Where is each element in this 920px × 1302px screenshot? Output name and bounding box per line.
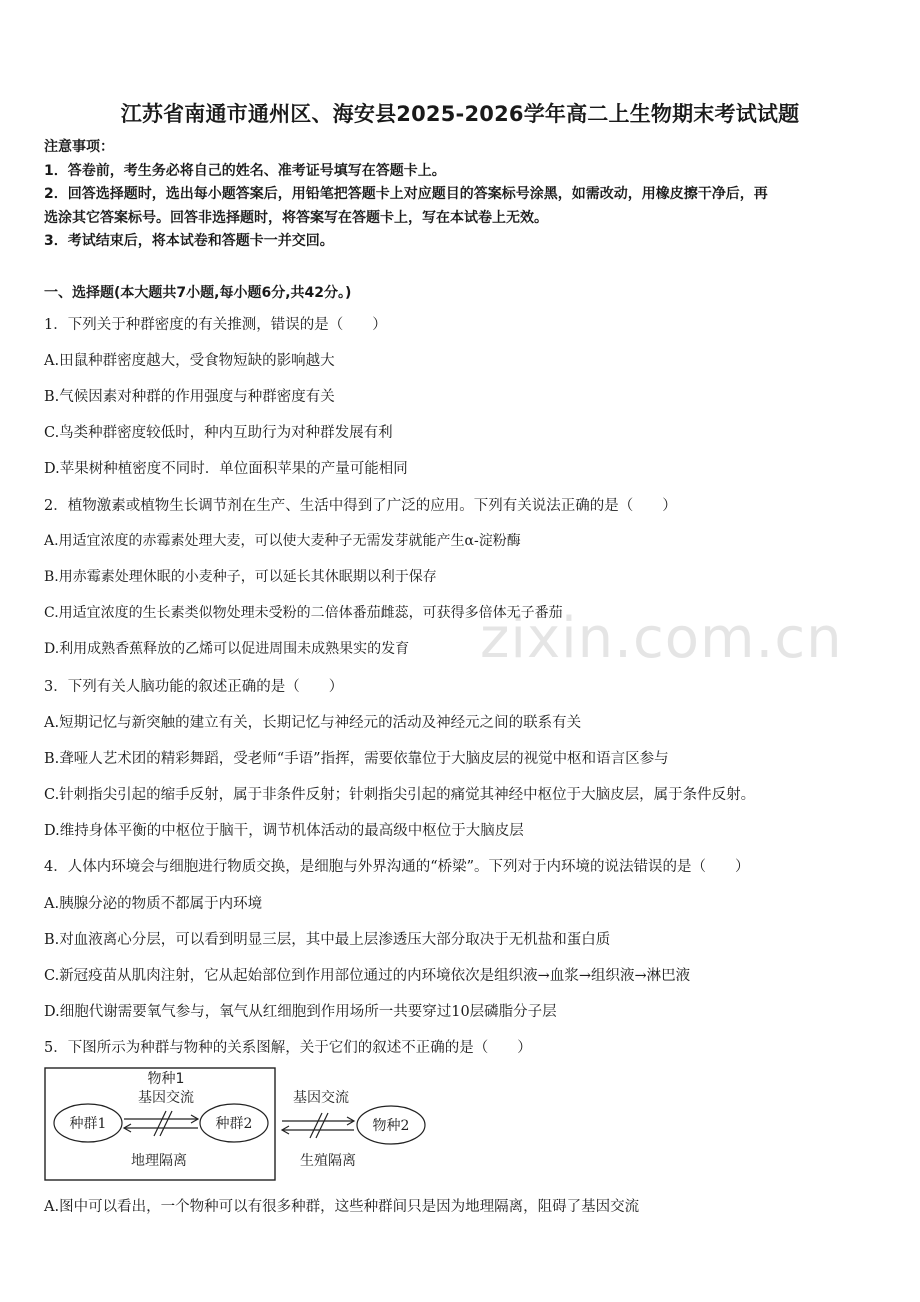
notice-item: 2．回答选择题时，选出每小题答案后，用铅笔把答题卡上对应题目的答案标号涂黑，如需改动，用橡皮擦干净后，再 [44, 186, 768, 202]
option-a: A.用适宜浓度的赤霉素处理大麦，可以使大麦种子无需发芽就能产生α-淀粉酶 [44, 533, 521, 549]
barrier-slash [316, 1113, 328, 1138]
population2-label: 种群2 [215, 1116, 253, 1132]
option-a: A.短期记忆与新突触的建立有关，长期记忆与神经元的活动及神经元之间的联系有关 [44, 715, 582, 731]
option-a: A.胰腺分泌的物质不都属于内环境 [44, 896, 263, 912]
option-b: B.对血液离心分层，可以看到明显三层，其中最上层渗透压大部分取决于无机盐和蛋白质 [44, 932, 611, 948]
notice-item: 选涂其它答案标号。回答非选择题时，将答案写在答题卡上，写在本试卷上无效。 [44, 209, 548, 226]
option-a: A.田鼠种群密度越大，受食物短缺的影响越大 [44, 353, 335, 369]
notice-item: 3．考试结束后，将本试卷和答题卡一并交回。 [44, 233, 334, 249]
species1-label: 物种1 [147, 1071, 185, 1087]
species-population-diagram [44, 1066, 434, 1182]
option-b: B.聋哑人艺术团的精彩舞蹈，受老师“手语”指挥，需要依靠位于大脑皮层的视觉中枢和语言区参与 [44, 751, 669, 767]
species2-label: 物种2 [372, 1118, 410, 1134]
option-d: D.利用成熟香蕉释放的乙烯可以促进周围未成熟果实的发育 [44, 641, 410, 657]
question-stem: 5．下图所示为种群与物种的关系图解，关于它们的叙述不正确的是（ ） [44, 1040, 532, 1056]
barrier-slash [310, 1113, 322, 1138]
option-c: C.鸟类种群密度较低时，种内互助行为对种群发展有利 [44, 425, 393, 441]
barrier-slash [154, 1111, 166, 1136]
question-stem: 2．植物激素或植物生长调节剂在生产、生活中得到了广泛的应用。下列有关说法正确的是（ ） [44, 498, 677, 514]
geo-isolation-label: 地理隔离 [131, 1153, 187, 1169]
repro-isolation-label: 生殖隔离 [300, 1153, 356, 1169]
gene-flow-right-label: 基因交流 [293, 1090, 349, 1106]
option-a: A.图中可以看出，一个物种可以有很多种群，这些种群间只是因为地理隔离，阻碍了基因交流 [44, 1199, 640, 1215]
question-stem: 4．人体内环境会与细胞进行物质交换，是细胞与外界沟通的“桥梁”。下列对于内环境的说法错误的是（ ） [44, 859, 750, 875]
option-b: B.用赤霉素处理休眠的小麦种子，可以延长其休眠期以利于保存 [44, 569, 437, 585]
option-c: C.用适宜浓度的生长素类似物处理未受粉的二倍体番茄雌蕊，可获得多倍体无子番茄 [44, 605, 563, 621]
option-d: D.苹果树种植密度不同时．单位面积苹果的产量可能相同 [44, 461, 408, 477]
notice-block [44, 136, 884, 254]
watermark: zixin.com.cn [480, 606, 843, 671]
option-c: C.针刺指尖引起的缩手反射，属于非条件反射；针刺指尖引起的痛觉其神经中枢位于大脑皮层，属于条件反射。 [44, 787, 756, 803]
option-d: D.维持身体平衡的中枢位于脑干，调节机体活动的最高级中枢位于大脑皮层 [44, 823, 524, 839]
option-b: B.气候因素对种群的作用强度与种群密度有关 [44, 389, 335, 405]
population1-label: 种群1 [69, 1116, 107, 1132]
page-title: 江苏省南通市通州区、海安县2025-2026学年高二上生物期末考试试题 [120, 102, 800, 126]
question-stem: 3．下列有关人脑功能的叙述正确的是（ ） [44, 679, 344, 695]
section-title: 一、选择题(本大题共7小题,每小题6分,共42分。) [44, 285, 352, 301]
question-stem: 1．下列关于种群密度的有关推测，错误的是（ ） [44, 317, 387, 333]
gene-flow-left-label: 基因交流 [138, 1090, 194, 1106]
barrier-slash [160, 1111, 172, 1136]
notice-heading: 注意事项： [44, 139, 114, 155]
notice-item: 1．答卷前，考生务必将自己的姓名、准考证号填写在答题卡上。 [44, 162, 446, 179]
option-d: D.细胞代谢需要氧气参与，氧气从红细胞到作用场所一共要穿过10层磷脂分子层 [44, 1004, 557, 1020]
option-c: C.新冠疫苗从肌肉注射，它从起始部位到作用部位通过的内环境依次是组织液→血浆→组织液→淋巴液 [44, 968, 691, 984]
